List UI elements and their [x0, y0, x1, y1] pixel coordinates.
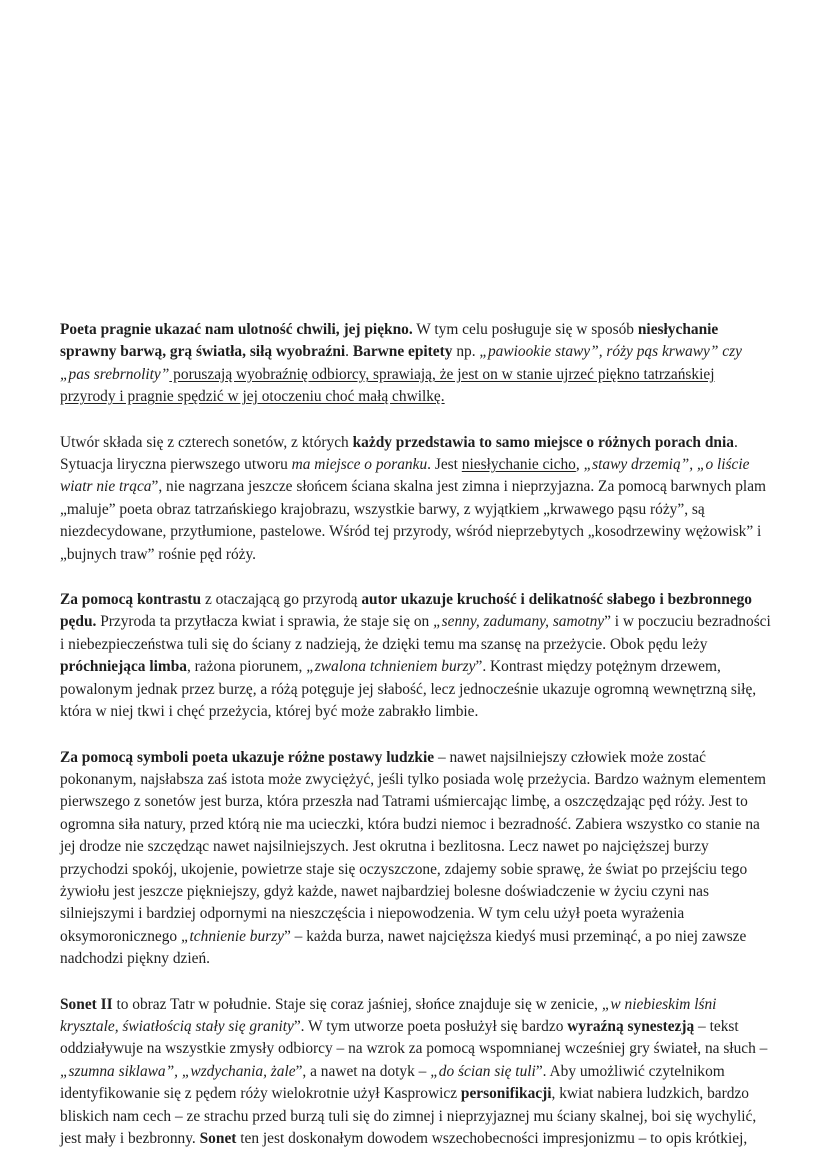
text-run: Utwór składa się z czterech sonetów, z których — [60, 433, 353, 451]
text-run: np. — [452, 343, 480, 361]
text-run: ” – każda burza, nawet najcięższa kiedyś musi przeminąć, a po niej zawsze nadchodzi piękny dzień. — [60, 927, 747, 968]
paragraph-4 — [60, 747, 772, 971]
text-run: W tym celu posługuje się w sposób — [412, 321, 638, 338]
text-run: Przyroda ta przytłacza kwiat i sprawia, że staje się on — [96, 613, 434, 631]
text-run: „pawiookie stawy”, róży pąs krwawy” czy „pas srebrnolity” — [60, 343, 742, 383]
text-run: niesłychanie cicho — [461, 456, 576, 474]
paragraph-2 — [60, 432, 772, 566]
text-run: personifikacji — [460, 1085, 552, 1103]
text-run: Sonet — [199, 1130, 237, 1147]
text-run: . Sytuacja liryczna pierwszego utworu — [60, 433, 738, 474]
text-run: , rażona piorunem, — [186, 658, 307, 676]
text-run: Poeta pragnie ukazać nam ulotność chwili, jej piękno. — [60, 321, 413, 338]
text-run: ten jest doskonałym dowodem wszechobecności impresjonizmu – to opis krótkiej, — [236, 1130, 748, 1147]
document-body — [60, 319, 772, 1173]
text-run: „stawy drzemią”, „o liście wiatr nie trąca — [60, 456, 750, 496]
text-run: z otaczającą go przyrodą — [201, 591, 362, 609]
text-run: , kwiat nabiera ludzkich, bardzo bliskich nam cech – ze strachu przed burzą tuli się do zimnej i nieprzyjaznej mu ściany skalnej, boi się wychylić, jest mały i bezbronny. — [60, 1085, 757, 1147]
text-run: Za pomocą symboli poeta ukazuje różne postawy ludzkie — [60, 748, 435, 766]
text-run: ”, a nawet na dotyk – — [295, 1062, 431, 1080]
text-run: „szumna siklawa”, „wzdychania, żale — [60, 1062, 296, 1080]
text-run: „w niebieskim lśni krysztale, światłością stały się granity — [60, 995, 717, 1035]
text-run: ”, nie nagrzana jeszcze słońcem ściana skalna jest zimna i nieprzyjazna. Za pomocą barwnych plam „maluje” poeta obraz tatrzańskiego krajobrazu, wszystkie barwy, z wyjątkiem „krwawego pąsu róży”, są niezdecydowane, przytłumione, pastelowe. Wśród tej przyrody, wśród nieprzebytych „kosodrzewiny wężowisk” i „bujnych traw” rośnie pęd róży. — [60, 478, 766, 563]
text-run: „zwalona tchnieniem burzy — [306, 658, 476, 676]
text-run: niesłychanie sprawny barwą, grą światła, siłą wyobraźni — [60, 321, 719, 361]
text-run: ” i w poczuciu bezradności i niebezpieczeństwa tuli się do ściany z nadzieją, że dzięki temu ma szansę na przeżycie. Obok pędu leży — [60, 613, 771, 653]
text-run: ”. Aby umożliwić czytelnikom identyfikowanie się z pędem róży wielokrotnie użył Kasprowicz — [60, 1062, 725, 1103]
paragraph-5 — [60, 994, 772, 1151]
paragraph-1 — [60, 319, 772, 409]
text-run: każdy przedstawia to samo miejsce o różnych porach dnia — [352, 433, 734, 451]
text-run: – nawet najsilniejszy człowiek może zostać pokonanym, najsłabsza zaś istota może zwyciężyć, jeśli tylko posiada wolę przeżycia. Bardzo ważnym elementem pierwszego z sonetów jest burza, która przeszła nad Tatrami uśmiercając limbę, a oszczędzając pęd róży. Jest to ogromna siła natury, przed którą nie ma ucieczki, która budzi niemoc i bezradność. Zabiera wszystko co stanie na jej drodze nie szczędząc nawet najsilniejszych. Jest okrutna i bezlitosna. Lecz nawet po najcięższej burzy przychodzi spokój, ukojenie, powietrze staje się oczyszczone, zdajemy sobie sprawę, że świat po przejściu tego żywiołu jest jeszcze piękniejszy, gdyż każde, nawet najbardziej bolesne doświadczenie w życiu czyni nas silniejszymi i bardziej odpornymi na nieszczęścia i niepowodzenia. W tym celu użył poeta wyrażenia oksymoronicznego — [60, 748, 767, 945]
text-run: autor ukazuje kruchość i delikatność słabego i bezbronnego pędu. — [60, 591, 752, 631]
text-run: „senny, zadumany, samotny — [433, 613, 605, 631]
text-run: wyraźną synestezją — [567, 1017, 695, 1035]
text-run: „tchnienie burzy — [180, 927, 284, 945]
text-run: Barwne epitety — [352, 343, 453, 361]
text-run: – tekst oddziaływuje na wszystkie zmysły odbiorcy – na wzrok za pomocą wspomnianej wcześniej gry świateł, na słuch – — [60, 1017, 768, 1058]
text-run: „do ścian się tuli — [430, 1062, 536, 1080]
text-run: ma miejsce o poranku — [291, 456, 428, 474]
text-run: to obraz Tatr w południe. Staje się coraz jaśniej, słońce znajduje się w zenicie, — [112, 995, 602, 1013]
text-run: poruszają wyobraźnię odbiorcy, sprawiają, że jest on w stanie ujrzeć piękno tatrzańskiej przyrody i pragnie spędzić w jej otoczeniu choć małą chwilkę. — [60, 365, 715, 406]
text-run: Za pomocą kontrastu — [60, 591, 202, 609]
text-run: ”. Kontrast między potężnym drzewem, powalonym jednak przez burzę, a różą potęguje jej słabość, lecz jednocześnie ukazuje ogromną wewnętrzną siłę, która w niej tkwi i chęć przeżycia, której być może zabrakło limbie. — [60, 658, 757, 721]
text-run: Sonet II — [60, 995, 113, 1013]
text-run: ”. W tym utworze poeta posłużył się bardzo — [293, 1017, 568, 1035]
text-run: . — [345, 343, 353, 361]
text-run: próchniejąca limba — [60, 658, 187, 676]
text-run: , — [575, 456, 584, 474]
text-run: . Jest — [427, 456, 462, 474]
paragraph-3 — [60, 589, 772, 723]
